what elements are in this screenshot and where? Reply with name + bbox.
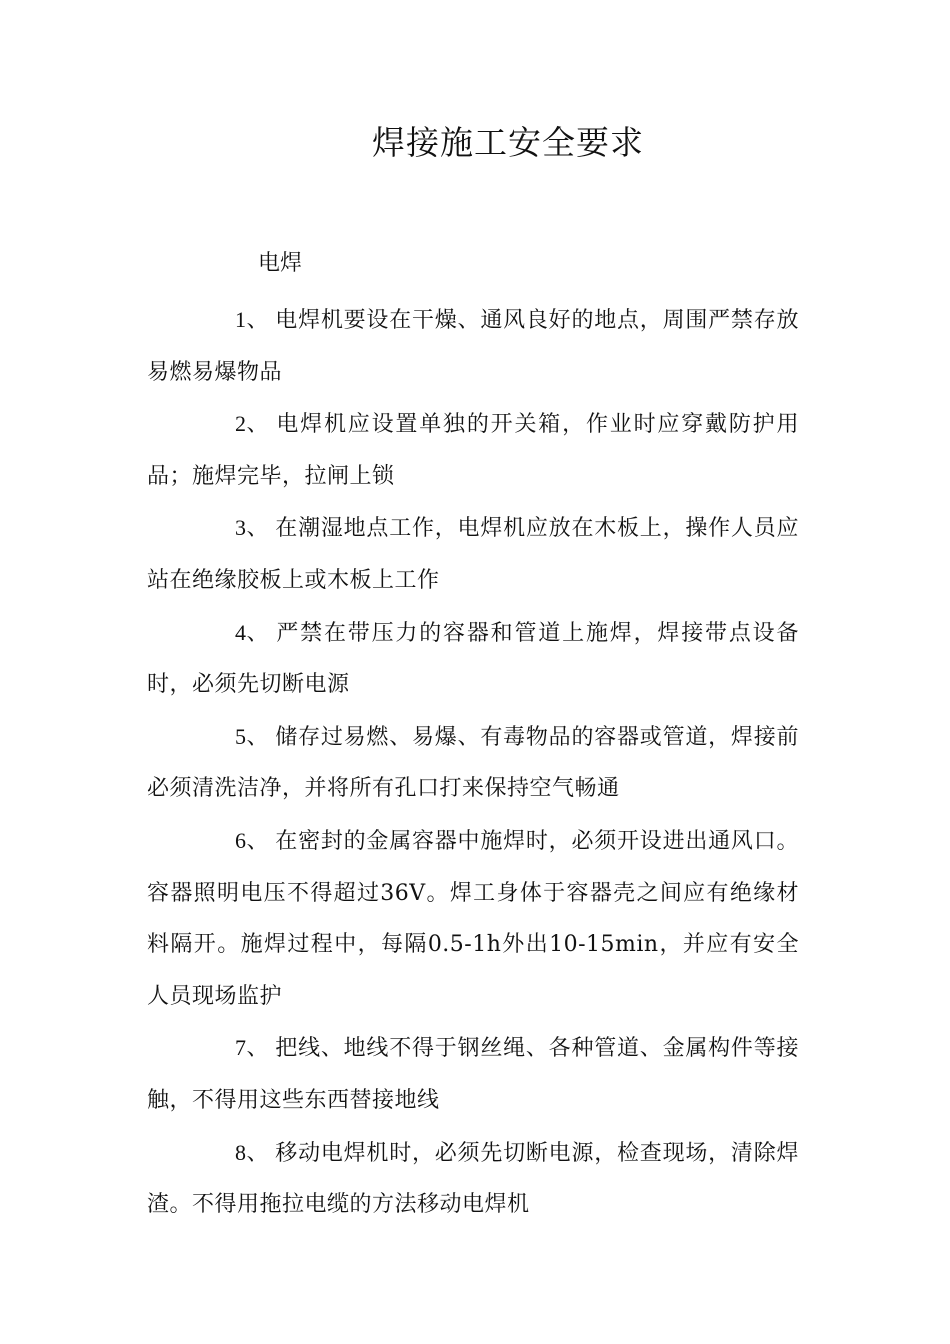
list-item: [147, 815, 799, 1022]
item-text: 在密封的金属容器中施焊时，必须开设进出通风口。容器照明电压不得超过36V。焊工身体于容器壳之间应有绝缘材料隔开。施焊过程中，每隔0.5-1h外出10-15min，并应有安全人员现场监护: [147, 828, 799, 1009]
list-item: [147, 711, 799, 815]
item-number: 5、: [235, 723, 270, 749]
list-item: [147, 1022, 799, 1126]
item-text: 在潮湿地点工作，电焊机应放在木板上，操作人员应站在绝缘胶板上或木板上工作: [147, 516, 799, 593]
section-heading: 电焊: [258, 251, 303, 276]
item-list: [147, 294, 799, 1231]
list-item: [147, 607, 799, 711]
list-item: [147, 398, 799, 502]
item-text: 电焊机要设在干燥、通风良好的地点，周围严禁存放易燃易爆物品: [147, 308, 799, 385]
list-item: [147, 502, 799, 606]
item-text: 电焊机应设置单独的开关箱，作业时应穿戴防护用品；施焊完毕，拉闸上锁: [147, 412, 799, 489]
item-number: 1、: [235, 307, 270, 332]
item-number: 7、: [235, 1035, 270, 1061]
item-text: 把线、地线不得于钢丝绳、各种管道、金属构件等接触，不得用这些东西替接地线: [147, 1036, 799, 1113]
document-title: 焊接施工安全要求: [372, 123, 644, 162]
item-text: 严禁在带压力的容器和管道上施焊，焊接带点设备时，必须先切断电源: [147, 620, 799, 698]
item-number: 3、: [235, 515, 270, 541]
list-item: [147, 1127, 799, 1231]
item-text: 储存过易燃、易爆、有毒物品的容器或管道，焊接前必须清洗洁净，并将所有孔口打来保持空气畅通: [147, 724, 799, 802]
item-number: 4、: [235, 619, 270, 645]
item-text: 移动电焊机时，必须先切断电源，检查现场，清除焊渣。不得用拖拉电缆的方法移动电焊机: [147, 1140, 799, 1218]
item-number: 2、: [235, 411, 270, 437]
item-number: 8、: [235, 1139, 270, 1165]
list-item: [147, 294, 799, 398]
item-number: 6、: [235, 827, 270, 853]
